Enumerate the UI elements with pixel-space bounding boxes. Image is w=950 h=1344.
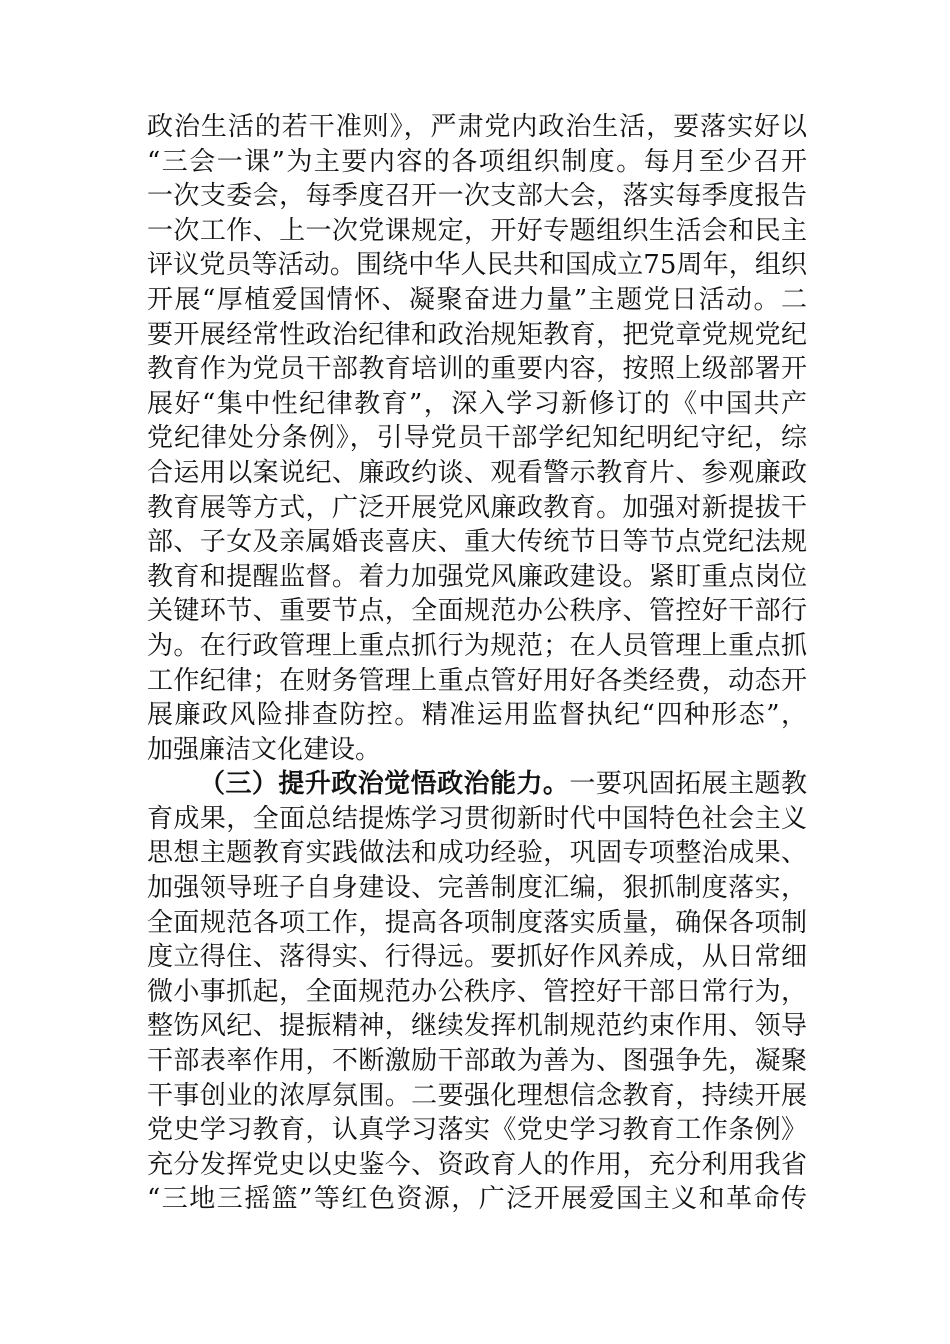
- text-line: 工作纪律；在财务管理上重点管好用好各类经费，动态开: [147, 665, 807, 696]
- text-line: 思想主题教育实践做法和成功经验，巩固专项整治成果、: [147, 838, 807, 869]
- text-line: 度立得住、落得实、行得远。要抓好作风养成，从日常细: [147, 942, 807, 973]
- text-line: 展廉政风险排查防控。精准运用监督执纪“四种形态”，: [147, 700, 807, 731]
- text-line: 评议党员等活动。围绕中华人民共和国成立75周年，组织: [147, 250, 807, 281]
- text-line: 部、子女及亲属婚丧喜庆、重大传统节日等节点党纪法规: [147, 527, 807, 558]
- text-line: 教育作为党员干部教育培训的重要内容，按照上级部署开: [147, 354, 807, 385]
- text-line: 党纪律处分条例》，引导党员干部学纪知纪明纪守纪，综: [147, 423, 807, 454]
- text-line: 一次工作、上一次党课规定，开好专题组织生活会和民主: [147, 215, 807, 246]
- text-line: “三会一课”为主要内容的各项组织制度。每月至少召开: [147, 146, 807, 177]
- document-body: [147, 110, 807, 1217]
- section-heading: （三）提升政治觉悟政治能力。: [199, 769, 570, 800]
- text-line: 展好“集中性纪律教育”，深入学习新修订的《中国共产: [147, 388, 807, 419]
- text-line: 加强领导班子自身建设、完善制度汇编，狠抓制度落实，: [147, 873, 807, 904]
- paragraph-section-three: [147, 767, 807, 1217]
- text-line: 为。在行政管理上重点抓行为规范；在人员管理上重点抓: [147, 630, 807, 661]
- text-line: 合运用以案说纪、廉政约谈、观看警示教育片、参观廉政: [147, 457, 807, 488]
- text-line: 整饬风纪、提振精神，继续发挥机制规范约束作用、领导: [147, 1011, 807, 1042]
- text-line: 教育和提醒监督。着力加强党风廉政建设。紧盯重点岗位: [147, 561, 807, 592]
- text-line: 党史学习教育，认真学习落实《党史学习教育工作条例》: [147, 1115, 807, 1146]
- text-line: 关键环节、重要节点，全面规范办公秩序、管控好干部行: [147, 596, 807, 627]
- text-line: 充分发挥党史以史鉴今、资政育人的作用，充分利用我省: [147, 1149, 807, 1180]
- text-line: 加强廉洁文化建设。: [147, 734, 382, 765]
- text-line: “三地三摇篮”等红色资源，广泛开展爱国主义和革命传: [147, 1184, 807, 1215]
- paragraph-continued: [147, 110, 807, 767]
- text-line: 全面规范各项工作，提高各项制度落实质量，确保各项制: [147, 907, 807, 938]
- text-line: 干部表率作用，不断激励干部敢为善为、图强争先，凝聚: [147, 1046, 807, 1077]
- section-first-line-text: 一要巩固拓展主题教: [569, 769, 807, 800]
- text-line: 干事创业的浓厚氛围。二要强化理想信念教育，持续开展: [147, 1080, 807, 1111]
- text-line: 微小事抓起，全面规范办公秩序、管控好干部日常行为，: [147, 976, 807, 1007]
- text-line: 育成果，全面总结提炼学习贯彻新时代中国特色社会主义: [147, 803, 807, 834]
- text-line: 一次支委会，每季度召开一次支部大会，落实每季度报告: [147, 181, 807, 212]
- text-line: 教育展等方式，广泛开展党风廉政教育。加强对新提拔干: [147, 492, 807, 523]
- text-line: 政治生活的若干准则》，严肃党内政治生活，要落实好以: [147, 112, 807, 142]
- section-first-line: [147, 767, 807, 802]
- text-line: 开展“厚植爱国情怀、凝聚奋进力量”主题党日活动。二: [147, 284, 807, 315]
- text-line: 要开展经常性政治纪律和政治规矩教育，把党章党规党纪: [147, 319, 807, 350]
